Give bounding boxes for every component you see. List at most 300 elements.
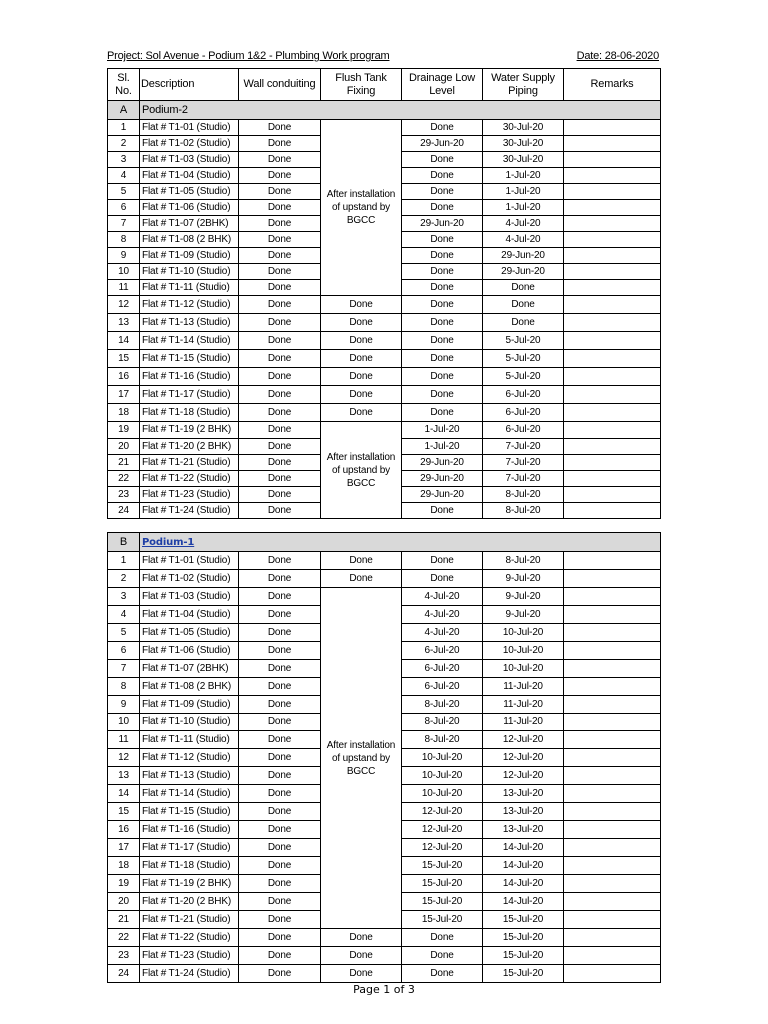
water-supply-cell: 9-Jul-20 [483,606,564,624]
wall-conduiting-cell: Done [239,232,321,248]
sl-no-cell: 13 [108,314,140,332]
sl-no-cell: 9 [108,696,140,714]
remarks-cell [564,314,661,332]
remarks-cell [564,264,661,280]
remarks-cell [564,857,661,875]
description-cell: Flat # T1-03 (Studio) [140,588,239,606]
section-header-row [108,101,661,120]
wall-conduiting-cell: Done [239,404,321,422]
sl-no-cell: 8 [108,678,140,696]
sl-no-cell: 9 [108,248,140,264]
description-cell: Flat # T1-20 (2 BHK) [140,893,239,911]
drainage-cell: 15-Jul-20 [402,857,483,875]
wall-conduiting-cell: Done [239,678,321,696]
description-cell: Flat # T1-07 (2BHK) [140,660,239,678]
wall-conduiting-cell: Done [239,386,321,404]
description-cell: Flat # T1-13 (Studio) [140,314,239,332]
sl-no-cell: 21 [108,455,140,471]
remarks-cell [564,503,661,519]
description-cell: Flat # T1-03 (Studio) [140,152,239,168]
remarks-cell [564,350,661,368]
col-header-wall-conduiting: Wall conduiting [239,69,321,101]
water-supply-cell: 8-Jul-20 [483,552,564,570]
remarks-cell [564,296,661,314]
description-cell: Flat # T1-21 (Studio) [140,911,239,929]
water-supply-cell: 11-Jul-20 [483,678,564,696]
flush-tank-cell: Done [321,314,402,332]
remarks-cell [564,606,661,624]
wall-conduiting-cell: Done [239,893,321,911]
sl-no-cell: 10 [108,264,140,280]
description-cell: Flat # T1-02 (Studio) [140,570,239,588]
water-supply-cell: 4-Jul-20 [483,216,564,232]
description-cell: Flat # T1-22 (Studio) [140,471,239,487]
description-cell: Flat # T1-10 (Studio) [140,714,239,731]
water-supply-cell: 4-Jul-20 [483,232,564,248]
remarks-cell [564,624,661,642]
remarks-cell [564,929,661,947]
wall-conduiting-cell: Done [239,455,321,471]
table-row [108,314,661,332]
document-date: Date: 28-06-2020 [576,50,659,62]
table-row [108,296,661,314]
drainage-cell: 6-Jul-20 [402,660,483,678]
sl-no-cell: 1 [108,552,140,570]
description-cell: Flat # T1-23 (Studio) [140,487,239,503]
remarks-cell [564,136,661,152]
sl-no-cell: 21 [108,911,140,929]
flush-tank-cell: Done [321,965,402,983]
water-supply-cell: 14-Jul-20 [483,857,564,875]
sl-no-cell: 18 [108,404,140,422]
wall-conduiting-cell: Done [239,839,321,857]
remarks-cell [564,947,661,965]
water-supply-cell: 5-Jul-20 [483,350,564,368]
water-supply-cell: 10-Jul-20 [483,642,564,660]
description-cell: Flat # T1-18 (Studio) [140,857,239,875]
wall-conduiting-cell: Done [239,821,321,839]
table-row [108,552,661,570]
table-row [108,947,661,965]
water-supply-cell: Done [483,314,564,332]
section-header-row [108,533,661,552]
flush-tank-cell: Done [321,552,402,570]
wall-conduiting-cell: Done [239,168,321,184]
water-supply-cell: 14-Jul-20 [483,875,564,893]
remarks-cell [564,714,661,731]
wall-conduiting-cell: Done [239,911,321,929]
remarks-cell [564,660,661,678]
section-code: A [108,101,140,120]
drainage-cell: Done [402,120,483,136]
sl-no-cell: 20 [108,893,140,911]
drainage-cell: 15-Jul-20 [402,911,483,929]
wall-conduiting-cell: Done [239,929,321,947]
drainage-cell: 4-Jul-20 [402,588,483,606]
drainage-cell: Done [402,404,483,422]
water-supply-cell: 13-Jul-20 [483,803,564,821]
sl-no-cell: 19 [108,875,140,893]
water-supply-cell: 15-Jul-20 [483,929,564,947]
water-supply-cell: 9-Jul-20 [483,588,564,606]
drainage-cell: 29-Jun-20 [402,216,483,232]
description-cell: Flat # T1-06 (Studio) [140,200,239,216]
table-row [108,332,661,350]
description-cell: Flat # T1-24 (Studio) [140,503,239,519]
remarks-cell [564,588,661,606]
wall-conduiting-cell: Done [239,422,321,439]
drainage-cell: 29-Jun-20 [402,136,483,152]
sl-no-cell: 16 [108,821,140,839]
water-supply-cell: 6-Jul-20 [483,404,564,422]
remarks-cell [564,696,661,714]
water-supply-cell: 11-Jul-20 [483,696,564,714]
remarks-cell [564,168,661,184]
flush-tank-cell: Done [321,404,402,422]
remarks-cell [564,404,661,422]
col-header-flush-tank: Flush Tank Fixing [321,69,402,101]
sl-no-cell: 16 [108,368,140,386]
sl-no-cell: 7 [108,660,140,678]
water-supply-cell: 6-Jul-20 [483,386,564,404]
drainage-cell: 10-Jul-20 [402,749,483,767]
flush-tank-cell: Done [321,570,402,588]
water-supply-cell: 13-Jul-20 [483,821,564,839]
drainage-cell: 6-Jul-20 [402,678,483,696]
drainage-cell: Done [402,280,483,296]
wall-conduiting-cell: Done [239,875,321,893]
remarks-cell [564,332,661,350]
sl-no-cell: 7 [108,216,140,232]
wall-conduiting-cell: Done [239,624,321,642]
wall-conduiting-cell: Done [239,696,321,714]
water-supply-cell: Done [483,296,564,314]
drainage-cell: Done [402,184,483,200]
drainage-cell: Done [402,965,483,983]
project-title: Project: Sol Avenue - Podium 1&2 - Plumbing Work program [107,50,390,62]
remarks-cell [564,911,661,929]
wall-conduiting-cell: Done [239,642,321,660]
sl-no-cell: 22 [108,929,140,947]
remarks-cell [564,767,661,785]
table-row [108,404,661,422]
wall-conduiting-cell: Done [239,368,321,386]
water-supply-cell: 12-Jul-20 [483,749,564,767]
sl-no-cell: 15 [108,803,140,821]
section-name-cell [140,101,661,120]
sl-no-cell: 18 [108,857,140,875]
description-cell: Flat # T1-02 (Studio) [140,136,239,152]
wall-conduiting-cell: Done [239,606,321,624]
water-supply-cell: 7-Jul-20 [483,439,564,455]
description-cell: Flat # T1-21 (Studio) [140,455,239,471]
water-supply-cell: 29-Jun-20 [483,248,564,264]
description-cell: Flat # T1-19 (2 BHK) [140,875,239,893]
table-row [108,422,661,439]
drainage-cell: Done [402,264,483,280]
col-header-slno: Sl. No. [108,69,140,101]
remarks-cell [564,785,661,803]
sl-no-cell: 2 [108,136,140,152]
description-cell: Flat # T1-11 (Studio) [140,280,239,296]
sl-no-cell: 23 [108,947,140,965]
drainage-cell: 1-Jul-20 [402,439,483,455]
remarks-cell [564,965,661,983]
table-row [108,120,661,136]
drainage-cell: 12-Jul-20 [402,821,483,839]
sl-no-cell: 20 [108,439,140,455]
wall-conduiting-cell: Done [239,264,321,280]
water-supply-cell: 12-Jul-20 [483,767,564,785]
drainage-cell: 4-Jul-20 [402,606,483,624]
flush-tank-cell: Done [321,386,402,404]
sl-no-cell: 11 [108,280,140,296]
remarks-cell [564,368,661,386]
description-cell: Flat # T1-18 (Studio) [140,404,239,422]
wall-conduiting-cell: Done [239,471,321,487]
sl-no-cell: 14 [108,332,140,350]
drainage-cell: Done [402,248,483,264]
wall-conduiting-cell: Done [239,785,321,803]
water-supply-cell: 14-Jul-20 [483,893,564,911]
sl-no-cell: 11 [108,731,140,749]
sl-no-cell: 24 [108,503,140,519]
remarks-cell [564,439,661,455]
description-cell: Flat # T1-04 (Studio) [140,606,239,624]
wall-conduiting-cell: Done [239,280,321,296]
table-header-row [108,69,661,101]
wall-conduiting-cell: Done [239,767,321,785]
wall-conduiting-cell: Done [239,332,321,350]
table-row [108,965,661,983]
remarks-cell [564,749,661,767]
description-cell: Flat # T1-06 (Studio) [140,642,239,660]
sl-no-cell: 24 [108,965,140,983]
drainage-cell: Done [402,386,483,404]
remarks-cell [564,678,661,696]
water-supply-cell: 30-Jul-20 [483,152,564,168]
description-cell: Flat # T1-01 (Studio) [140,552,239,570]
table-row [108,386,661,404]
sl-no-cell: 17 [108,386,140,404]
remarks-cell [564,120,661,136]
sl-no-cell: 17 [108,839,140,857]
remarks-cell [564,216,661,232]
drainage-cell: Done [402,200,483,216]
drainage-cell: 1-Jul-20 [402,422,483,439]
description-cell: Flat # T1-14 (Studio) [140,785,239,803]
water-supply-cell: 1-Jul-20 [483,200,564,216]
description-cell: Flat # T1-11 (Studio) [140,731,239,749]
drainage-cell: 8-Jul-20 [402,696,483,714]
remarks-cell [564,552,661,570]
wall-conduiting-cell: Done [239,552,321,570]
description-cell: Flat # T1-09 (Studio) [140,248,239,264]
sl-no-cell: 13 [108,767,140,785]
remarks-cell [564,642,661,660]
drainage-cell: Done [402,929,483,947]
drainage-cell: 12-Jul-20 [402,839,483,857]
sl-no-cell: 22 [108,471,140,487]
description-cell: Flat # T1-17 (Studio) [140,386,239,404]
plumbing-table-podium-2 [107,68,661,519]
section-name-cell [140,533,661,552]
drainage-cell: Done [402,552,483,570]
description-cell: Flat # T1-04 (Studio) [140,168,239,184]
remarks-cell [564,386,661,404]
plumbing-table-podium-1 [107,532,661,983]
remarks-cell [564,232,661,248]
flush-tank-cell: Done [321,296,402,314]
remarks-cell [564,731,661,749]
wall-conduiting-cell: Done [239,314,321,332]
col-header-drainage: Drainage Low Level [402,69,483,101]
description-cell: Flat # T1-10 (Studio) [140,264,239,280]
drainage-cell: 10-Jul-20 [402,767,483,785]
wall-conduiting-cell: Done [239,152,321,168]
table-row [108,570,661,588]
description-cell: Flat # T1-24 (Studio) [140,965,239,983]
sl-no-cell: 4 [108,168,140,184]
description-cell: Flat # T1-16 (Studio) [140,368,239,386]
sl-no-cell: 15 [108,350,140,368]
drainage-cell: 12-Jul-20 [402,803,483,821]
remarks-cell [564,422,661,439]
water-supply-cell: 8-Jul-20 [483,487,564,503]
water-supply-cell: 12-Jul-20 [483,731,564,749]
sl-no-cell: 19 [108,422,140,439]
remarks-cell [564,821,661,839]
description-cell: Flat # T1-20 (2 BHK) [140,439,239,455]
remarks-cell [564,471,661,487]
remarks-cell [564,248,661,264]
water-supply-cell: 13-Jul-20 [483,785,564,803]
section-code: B [108,533,140,552]
remarks-cell [564,200,661,216]
description-cell: Flat # T1-17 (Studio) [140,839,239,857]
description-cell: Flat # T1-05 (Studio) [140,624,239,642]
col-header-description: Description [140,69,239,101]
drainage-cell: Done [402,570,483,588]
description-cell: Flat # T1-07 (2BHK) [140,216,239,232]
water-supply-cell: 15-Jul-20 [483,965,564,983]
drainage-cell: 15-Jul-20 [402,893,483,911]
flush-tank-cell: Done [321,947,402,965]
flush-tank-cell: Done [321,929,402,947]
wall-conduiting-cell: Done [239,947,321,965]
drainage-cell: 8-Jul-20 [402,714,483,731]
table-row [108,350,661,368]
table-row [108,929,661,947]
drainage-cell: 15-Jul-20 [402,875,483,893]
section-name-link[interactable]: Podium-1 [142,536,195,548]
page-number: Page 1 of 3 [353,983,415,996]
drainage-cell: Done [402,296,483,314]
water-supply-cell: 11-Jul-20 [483,714,564,731]
description-cell: Flat # T1-14 (Studio) [140,332,239,350]
remarks-cell [564,803,661,821]
sl-no-cell: 3 [108,588,140,606]
sl-no-cell: 5 [108,184,140,200]
sl-no-cell: 5 [108,624,140,642]
flush-tank-cell: Done [321,350,402,368]
remarks-cell [564,184,661,200]
water-supply-cell: 1-Jul-20 [483,184,564,200]
description-cell: Flat # T1-19 (2 BHK) [140,422,239,439]
description-cell: Flat # T1-01 (Studio) [140,120,239,136]
remarks-cell [564,280,661,296]
description-cell: Flat # T1-22 (Studio) [140,929,239,947]
wall-conduiting-cell: Done [239,439,321,455]
wall-conduiting-cell: Done [239,216,321,232]
drainage-cell: Done [402,350,483,368]
col-header-remarks: Remarks [564,69,661,101]
wall-conduiting-cell: Done [239,588,321,606]
table-row [108,368,661,386]
drainage-cell: 4-Jul-20 [402,624,483,642]
description-cell: Flat # T1-13 (Studio) [140,767,239,785]
wall-conduiting-cell: Done [239,503,321,519]
description-cell: Flat # T1-09 (Studio) [140,696,239,714]
water-supply-cell: 5-Jul-20 [483,368,564,386]
remarks-cell [564,893,661,911]
flush-tank-cell: Done [321,368,402,386]
section-name: Podium-2 [142,103,188,116]
drainage-cell: Done [402,368,483,386]
water-supply-cell: 10-Jul-20 [483,660,564,678]
wall-conduiting-cell: Done [239,200,321,216]
water-supply-cell: 14-Jul-20 [483,839,564,857]
table-row [108,588,661,606]
wall-conduiting-cell: Done [239,120,321,136]
water-supply-cell: 7-Jul-20 [483,455,564,471]
water-supply-cell: 6-Jul-20 [483,422,564,439]
remarks-cell [564,839,661,857]
description-cell: Flat # T1-12 (Studio) [140,296,239,314]
water-supply-cell: 8-Jul-20 [483,503,564,519]
drainage-cell: 29-Jun-20 [402,455,483,471]
wall-conduiting-cell: Done [239,570,321,588]
drainage-cell: Done [402,503,483,519]
description-cell: Flat # T1-05 (Studio) [140,184,239,200]
description-cell: Flat # T1-15 (Studio) [140,803,239,821]
sl-no-cell: 10 [108,714,140,731]
flush-tank-note-cell: After installation of upstand by BGCC [321,422,402,519]
wall-conduiting-cell: Done [239,296,321,314]
sl-no-cell: 23 [108,487,140,503]
sl-no-cell: 8 [108,232,140,248]
wall-conduiting-cell: Done [239,350,321,368]
sl-no-cell: 6 [108,642,140,660]
drainage-cell: Done [402,947,483,965]
col-header-water-supply: Water Supply Piping [483,69,564,101]
water-supply-cell: 10-Jul-20 [483,624,564,642]
water-supply-cell: 29-Jun-20 [483,264,564,280]
wall-conduiting-cell: Done [239,714,321,731]
description-cell: Flat # T1-23 (Studio) [140,947,239,965]
wall-conduiting-cell: Done [239,731,321,749]
sl-no-cell: 1 [108,120,140,136]
drainage-cell: 29-Jun-20 [402,471,483,487]
description-cell: Flat # T1-08 (2 BHK) [140,232,239,248]
water-supply-cell: 9-Jul-20 [483,570,564,588]
drainage-cell: Done [402,232,483,248]
wall-conduiting-cell: Done [239,487,321,503]
sl-no-cell: 6 [108,200,140,216]
water-supply-cell: 1-Jul-20 [483,168,564,184]
flush-tank-note-cell: After installation of upstand by BGCC [321,588,402,929]
flush-tank-note-cell: After installation of upstand by BGCC [321,120,402,296]
